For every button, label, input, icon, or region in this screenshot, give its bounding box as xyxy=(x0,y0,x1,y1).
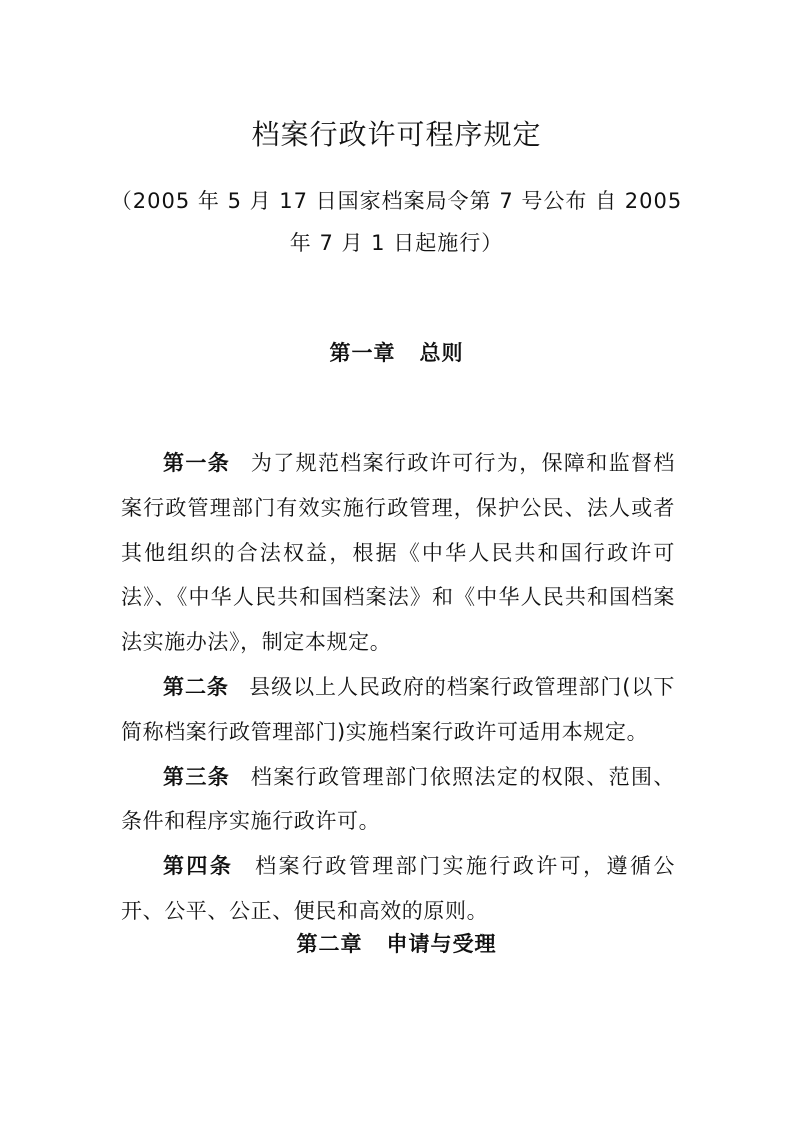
chapter-2-number: 第二章 xyxy=(296,932,363,956)
promulgation-note: （2005 年 5 月 17 日国家档案局令第 7 号公布 自 2005 年 7 月 1 日起施行） xyxy=(110,189,683,255)
chapter-2-name: 申请与受理 xyxy=(386,932,497,956)
article-1-number: 第一条 xyxy=(163,451,231,475)
article-3-text: 档案行政管理部门依照法定的权限、范围、条件和程序实施行政许可。 xyxy=(121,764,675,834)
article-4 xyxy=(121,844,675,934)
article-1-text: 为了规范档案行政许可行为，保障和监督档案行政管理部门有效实施行政管理，保护公民、法人或者其他组织的合法权益，根据《中华人民共和国行政许可法》、《中华人民共和国档案法》和《中华人民共和国档案法实施办法》，制定本规定。 xyxy=(121,451,675,655)
article-4-number: 第四条 xyxy=(163,854,234,879)
article-4-text: 档案行政管理部门实施行政许可，遵循公开、公平、公正、便民和高效的原则。 xyxy=(121,854,675,923)
article-3 xyxy=(121,755,675,845)
article-2-text: 县级以上人民政府的档案行政管理部门(以下简称档案行政管理部门)实施档案行政许可适用本规定。 xyxy=(121,674,675,744)
chapter-1-heading xyxy=(0,337,793,367)
chapter-1-articles xyxy=(121,441,675,934)
article-2 xyxy=(121,665,675,755)
article-1 xyxy=(121,441,675,665)
chapter-2-heading xyxy=(0,928,793,958)
document-title: 档案行政许可程序规定 xyxy=(251,117,542,151)
article-3-number: 第三条 xyxy=(163,764,231,789)
chapter-1-number: 第一章 xyxy=(329,341,396,365)
article-2-number: 第二条 xyxy=(163,674,229,699)
chapter-1-name: 总则 xyxy=(419,341,464,365)
